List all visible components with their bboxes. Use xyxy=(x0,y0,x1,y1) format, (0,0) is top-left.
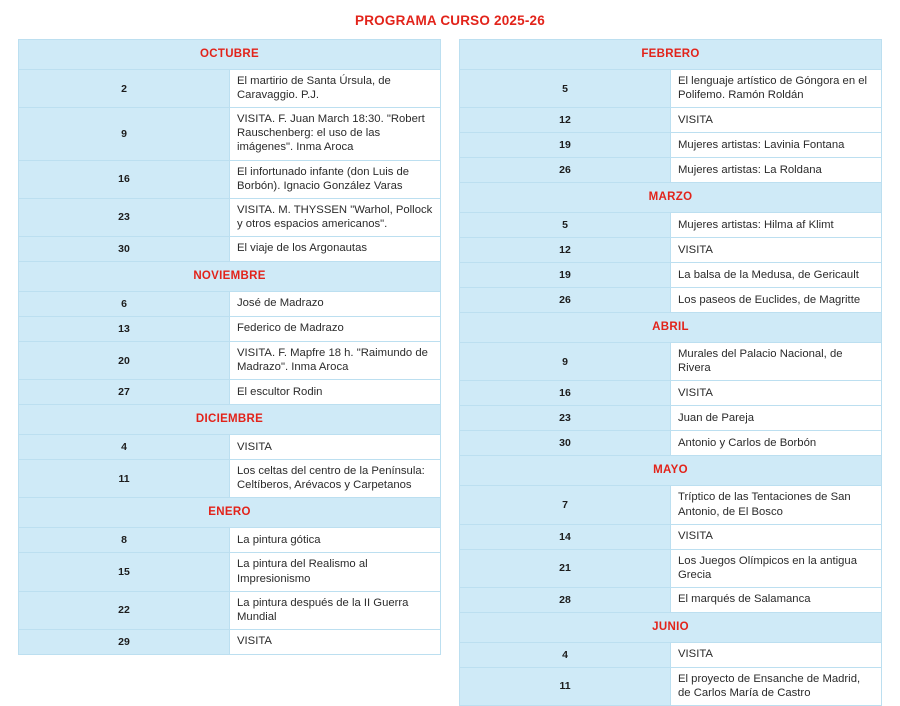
table-row xyxy=(460,587,882,612)
schedule-columns xyxy=(0,39,900,706)
table-row xyxy=(460,524,882,549)
entry-description: Mujeres artistas: Hilma af Klimt xyxy=(671,213,882,238)
month-header-row xyxy=(460,313,882,343)
entry-day: 13 xyxy=(19,316,230,341)
right-schedule-table xyxy=(459,39,882,706)
table-row xyxy=(19,460,441,498)
month-label: JUNIO xyxy=(460,612,882,642)
entry-day: 4 xyxy=(460,642,671,667)
entry-day: 5 xyxy=(460,213,671,238)
table-row xyxy=(19,629,441,654)
table-row xyxy=(19,108,441,160)
entry-description: El viaje de los Argonautas xyxy=(230,236,441,261)
entry-description: El proyecto de Ensanche de Madrid, de Carlos María de Castro xyxy=(671,667,882,705)
month-label: FEBRERO xyxy=(460,40,882,70)
month-header-row xyxy=(19,405,441,435)
month-header-row xyxy=(460,456,882,486)
table-row xyxy=(19,70,441,108)
entry-description: Los paseos de Euclides, de Magritte xyxy=(671,288,882,313)
entry-description: El lenguaje artístico de Góngora en el Polifemo. Ramón Roldán xyxy=(671,70,882,108)
table-row xyxy=(460,288,882,313)
entry-day: 12 xyxy=(460,238,671,263)
entry-day: 8 xyxy=(19,528,230,553)
entry-day: 4 xyxy=(19,435,230,460)
right-column xyxy=(459,39,882,706)
entry-description: VISITA xyxy=(671,238,882,263)
entry-description: VISITA xyxy=(671,642,882,667)
table-row xyxy=(460,108,882,133)
table-row xyxy=(19,341,441,379)
entry-day: 23 xyxy=(19,198,230,236)
entry-description: Murales del Palacio Nacional, de Rivera xyxy=(671,343,882,381)
table-row xyxy=(460,133,882,158)
table-row xyxy=(19,553,441,591)
entry-day: 9 xyxy=(19,108,230,160)
table-row xyxy=(460,238,882,263)
entry-day: 7 xyxy=(460,486,671,524)
entry-day: 19 xyxy=(460,133,671,158)
entry-description: El martirio de Santa Úrsula, de Caravaggio. P.J. xyxy=(230,70,441,108)
table-row xyxy=(460,667,882,705)
entry-day: 27 xyxy=(19,380,230,405)
entry-description: Mujeres artistas: La Roldana xyxy=(671,158,882,183)
month-label: OCTUBRE xyxy=(19,40,441,70)
month-header-row xyxy=(460,612,882,642)
entry-description: VISITA xyxy=(671,108,882,133)
month-label: MARZO xyxy=(460,183,882,213)
table-row xyxy=(460,213,882,238)
table-row xyxy=(460,263,882,288)
entry-day: 5 xyxy=(460,70,671,108)
month-header-row xyxy=(460,40,882,70)
table-row xyxy=(460,158,882,183)
entry-day: 26 xyxy=(460,288,671,313)
table-row xyxy=(460,70,882,108)
entry-day: 30 xyxy=(19,236,230,261)
entry-day: 19 xyxy=(460,263,671,288)
entry-description: VISITA xyxy=(671,524,882,549)
table-row xyxy=(460,642,882,667)
month-header-row xyxy=(460,183,882,213)
entry-day: 28 xyxy=(460,587,671,612)
entry-description: El marqués de Salamanca xyxy=(671,587,882,612)
table-row xyxy=(460,406,882,431)
entry-description: Federico de Madrazo xyxy=(230,316,441,341)
table-row xyxy=(460,486,882,524)
table-row xyxy=(19,528,441,553)
entry-description: Los Juegos Olímpicos en la antigua Grecia xyxy=(671,549,882,587)
month-label: NOVIEMBRE xyxy=(19,261,441,291)
entry-description: Juan de Pareja xyxy=(671,406,882,431)
table-row xyxy=(460,343,882,381)
entry-day: 21 xyxy=(460,549,671,587)
entry-description: VISITA xyxy=(671,381,882,406)
entry-day: 29 xyxy=(19,629,230,654)
entry-description: El infortunado infante (don Luis de Borbón). Ignacio González Varas xyxy=(230,160,441,198)
left-column xyxy=(18,39,441,655)
entry-description: El escultor Rodin xyxy=(230,380,441,405)
entry-day: 2 xyxy=(19,70,230,108)
entry-day: 11 xyxy=(460,667,671,705)
entry-day: 23 xyxy=(460,406,671,431)
entry-description: Mujeres artistas: Lavinia Fontana xyxy=(671,133,882,158)
entry-description: La balsa de la Medusa, de Gericault xyxy=(671,263,882,288)
entry-description: VISITA xyxy=(230,629,441,654)
entry-day: 26 xyxy=(460,158,671,183)
table-row xyxy=(19,591,441,629)
table-row xyxy=(19,198,441,236)
entry-day: 14 xyxy=(460,524,671,549)
table-row xyxy=(460,549,882,587)
month-label: ABRIL xyxy=(460,313,882,343)
table-row xyxy=(19,291,441,316)
table-row xyxy=(19,316,441,341)
entry-description: Antonio y Carlos de Borbón xyxy=(671,431,882,456)
entry-description: Los celtas del centro de la Península: Celtíberos, Arévacos y Carpetanos xyxy=(230,460,441,498)
entry-day: 20 xyxy=(19,341,230,379)
entry-description: VISITA xyxy=(230,435,441,460)
month-header-row xyxy=(19,261,441,291)
entry-description: VISITA. F. Juan March 18:30. "Robert Rauschenberg: el uso de las imágenes". Inma Aroca xyxy=(230,108,441,160)
entry-day: 16 xyxy=(460,381,671,406)
entry-description: José de Madrazo xyxy=(230,291,441,316)
entry-day: 22 xyxy=(19,591,230,629)
month-label: DICIEMBRE xyxy=(19,405,441,435)
entry-description: La pintura después de la II Guerra Mundial xyxy=(230,591,441,629)
entry-day: 9 xyxy=(460,343,671,381)
month-label: ENERO xyxy=(19,498,441,528)
month-label: MAYO xyxy=(460,456,882,486)
entry-description: Tríptico de las Tentaciones de San Antonio, de El Bosco xyxy=(671,486,882,524)
entry-day: 16 xyxy=(19,160,230,198)
table-row xyxy=(19,160,441,198)
table-row xyxy=(19,236,441,261)
table-row xyxy=(19,435,441,460)
entry-description: La pintura gótica xyxy=(230,528,441,553)
entry-day: 11 xyxy=(19,460,230,498)
table-row xyxy=(19,380,441,405)
entry-description: La pintura del Realismo al Impresionismo xyxy=(230,553,441,591)
table-row xyxy=(460,431,882,456)
entry-day: 6 xyxy=(19,291,230,316)
entry-description: VISITA. F. Mapfre 18 h. "Raimundo de Madrazo". Inma Aroca xyxy=(230,341,441,379)
month-header-row xyxy=(19,498,441,528)
left-schedule-table xyxy=(18,39,441,655)
month-header-row xyxy=(19,40,441,70)
entry-day: 15 xyxy=(19,553,230,591)
entry-description: VISITA. M. THYSSEN "Warhol, Pollock y otros espacios americanos". xyxy=(230,198,441,236)
entry-day: 30 xyxy=(460,431,671,456)
table-row xyxy=(460,381,882,406)
entry-day: 12 xyxy=(460,108,671,133)
page-title: PROGRAMA CURSO 2025-26 xyxy=(355,13,545,28)
